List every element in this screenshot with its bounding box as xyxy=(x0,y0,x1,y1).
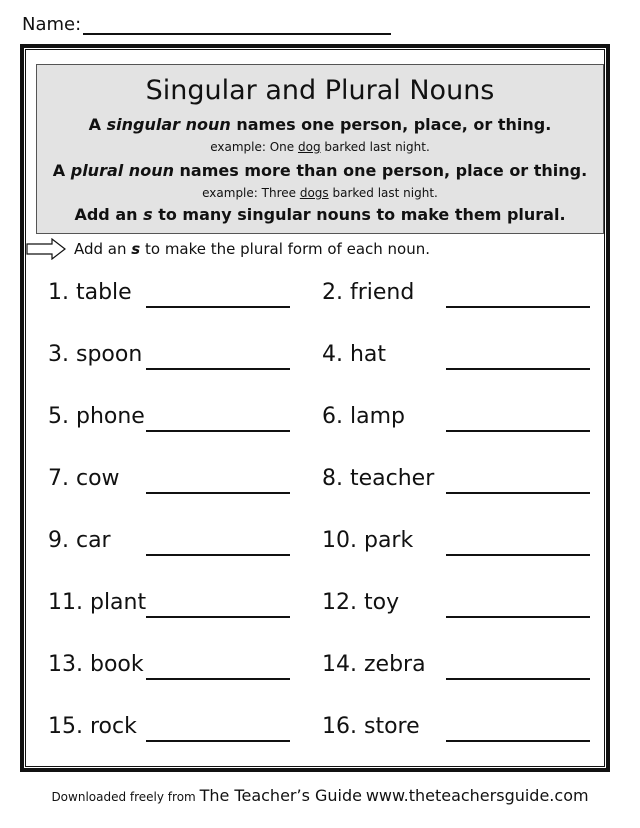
instruction-text xyxy=(74,240,430,258)
answer-blank[interactable] xyxy=(446,554,590,556)
noun-item xyxy=(322,466,434,491)
noun-label: 5. phone xyxy=(48,404,145,429)
answer-blank[interactable] xyxy=(446,430,590,432)
rule-text: A xyxy=(88,115,107,134)
noun-label: 2. friend xyxy=(322,280,415,305)
noun-item xyxy=(48,528,111,553)
noun-item xyxy=(322,404,405,429)
noun-item xyxy=(48,280,132,305)
rule-text: to many singular nouns to make them plural. xyxy=(152,205,566,224)
answer-blank[interactable] xyxy=(146,678,290,680)
example-text: barked last night. xyxy=(320,140,430,154)
noun-item xyxy=(48,342,142,367)
rule-text: A xyxy=(52,161,71,180)
noun-item xyxy=(48,590,146,615)
name-row xyxy=(22,14,391,35)
answer-blank[interactable] xyxy=(146,616,290,618)
answer-blank[interactable] xyxy=(146,368,290,370)
rule-singular xyxy=(37,115,603,134)
noun-item xyxy=(48,404,145,429)
rule-term: s xyxy=(143,205,153,224)
rule-term: plural noun xyxy=(70,161,174,180)
noun-label: 10. park xyxy=(322,528,414,553)
footer xyxy=(0,786,640,805)
noun-label: 4. hat xyxy=(322,342,387,367)
rules-box xyxy=(36,64,604,234)
answer-blank[interactable] xyxy=(446,740,590,742)
example-text: barked last night. xyxy=(328,186,438,200)
answer-blank[interactable] xyxy=(146,740,290,742)
answer-blank[interactable] xyxy=(446,306,590,308)
name-field[interactable] xyxy=(83,15,391,35)
rule-term: singular noun xyxy=(106,115,231,134)
noun-item xyxy=(322,342,386,367)
footer-brand: The Teacher’s Guide xyxy=(199,786,362,805)
footer-credit: Downloaded freely from xyxy=(51,790,196,804)
noun-item xyxy=(322,528,413,553)
noun-label: 14. zebra xyxy=(322,652,426,677)
noun-label: 9. car xyxy=(48,528,111,553)
noun-item xyxy=(322,590,399,615)
example-text: example: Three xyxy=(202,186,300,200)
example-plural xyxy=(37,186,603,200)
instruction-part: to make the plural form of each noun. xyxy=(140,240,431,258)
answer-blank[interactable] xyxy=(446,368,590,370)
answer-blank[interactable] xyxy=(446,492,590,494)
instruction-row xyxy=(26,238,430,260)
noun-label: 16. store xyxy=(322,714,420,739)
instruction-emphasis: s xyxy=(131,240,141,258)
rule-plural xyxy=(37,161,603,180)
answer-blank[interactable] xyxy=(146,306,290,308)
noun-label: 1. table xyxy=(48,280,132,305)
noun-item xyxy=(48,652,144,677)
noun-label: 6. lamp xyxy=(322,404,405,429)
rule-text: names more than one person, place or thing. xyxy=(173,161,588,180)
noun-item xyxy=(322,280,414,305)
answer-blank[interactable] xyxy=(146,492,290,494)
answer-blank[interactable] xyxy=(446,678,590,680)
noun-item xyxy=(322,714,420,739)
answer-blank[interactable] xyxy=(446,616,590,618)
noun-label: 8. teacher xyxy=(322,466,435,491)
example-text: example: One xyxy=(210,140,298,154)
rule-add-s xyxy=(37,205,603,224)
noun-label: 13. book xyxy=(48,652,144,677)
example-word: dogs xyxy=(299,186,329,200)
noun-item xyxy=(48,466,120,491)
answer-blank[interactable] xyxy=(146,554,290,556)
example-singular xyxy=(37,140,603,154)
rule-text: Add an xyxy=(74,205,144,224)
noun-label: 11. plant xyxy=(48,590,147,615)
noun-item xyxy=(322,652,426,677)
noun-item xyxy=(48,714,137,739)
arrow-right-icon xyxy=(26,238,66,260)
name-label: Name: xyxy=(22,14,82,35)
noun-label: 12. toy xyxy=(322,590,400,615)
example-word: dog xyxy=(297,140,321,154)
worksheet-title: Singular and Plural Nouns xyxy=(145,75,495,106)
answer-blank[interactable] xyxy=(146,430,290,432)
rule-text: names one person, place, or thing. xyxy=(230,115,552,134)
noun-label: 15. rock xyxy=(48,714,137,739)
noun-label: 3. spoon xyxy=(48,342,143,367)
footer-url[interactable]: www.theteachersguide.com xyxy=(365,786,589,805)
instruction-part: Add an xyxy=(74,240,132,258)
noun-label: 7. cow xyxy=(48,466,120,491)
